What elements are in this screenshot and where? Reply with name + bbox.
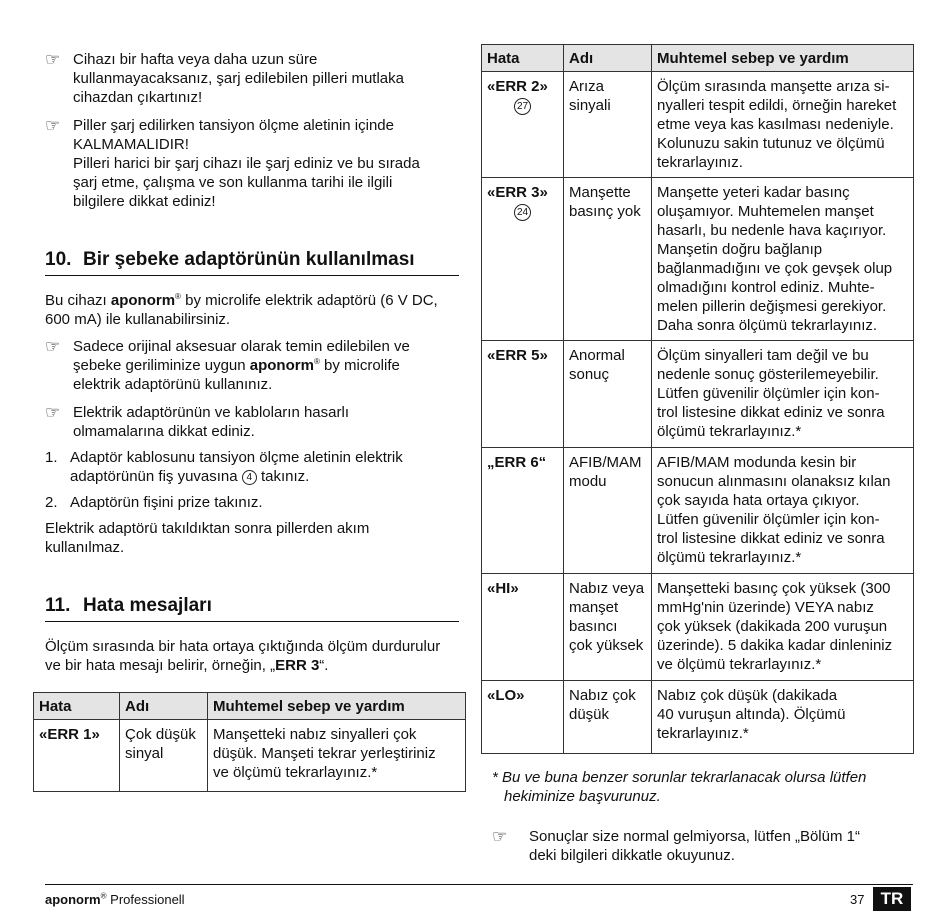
pointing-hand-icon: ☞ <box>45 50 61 69</box>
table-row: «ERR 3» 24 Manşette basınç yok Manşette yeteri kadar basınç oluşamıyor. Muhtemelen manşet hasarlı, bu nedenle hava kaçırıyor. Manşetin doğru bağlanıp bağlanmadığını ve çok gevşek olup olmadığını kontrol ediniz. Muhte- melen pillerin değişmesi gerekiyor. Daha sonra ölçümü tekrarlayınız. <box>482 178 914 341</box>
table-header-row: Hata Adı Muhtemel sebep ve yardım <box>482 45 914 72</box>
pointing-hand-icon: ☞ <box>45 116 61 135</box>
table-row: «LO» Nabız çok düşük Nabız çok düşük (dakikada 40 vuruşun altında). Ölçümü tekrarlayınız.* <box>482 681 914 754</box>
section-11-intro: Ölçüm sırasında bir hata ortaya çıktığında ölçüm durdurulur ve bir hata mesajı belirir, örneğin, „ERR 3“. <box>45 638 441 674</box>
page-number: 37 <box>850 892 865 907</box>
note-battery-removal: ☞ Cihazı bir hafta veya daha uzun süre kullanmayacaksanız, şarj edilebilen pilleri mutlaka cihazdan çıkartınız! <box>45 50 404 106</box>
error-table-left <box>33 692 466 792</box>
footer-brand: aponorm® Professionell <box>45 891 185 907</box>
error-table-right <box>481 44 914 754</box>
pointing-hand-icon: ☞ <box>45 403 61 422</box>
table-row: «ERR 5» Anormal sonuç Ölçüm sinyalleri tam değil ve bu nedenle sonuç gösterilemeyebilir. Lütfen güvenilir ölçümler için kon- trol listesine dikkat ediniz ve sonra ölçümü tekrarlayınız.* <box>482 341 914 448</box>
pointing-hand-icon: ☞ <box>492 827 508 846</box>
reference-number-badge: 27 <box>514 98 531 115</box>
reference-number-badge: 4 <box>242 470 257 485</box>
table-row: „ERR 6“ AFIB/MAM modu AFIB/MAM modunda kesin bir sonucun alınmasını olanaksız kılan çok sayıda hata ortaya çıkıyor. Lütfen güvenilir ölçümler için kon- trol listesine dikkat ediniz ve sonra ölçümü tekrarlayınız.* <box>482 448 914 574</box>
section-11-heading: 11. Hata mesajları <box>45 596 459 622</box>
footer-divider <box>45 884 913 885</box>
note-charging: ☞ Piller şarj edilirken tansiyon ölçme aletinin içinde KALMAMALIDIR! Pilleri harici bir şarj cihazı ile şarj ediniz ve bu sırada şarj etme, çalışma ve son kullanma tarihi ile ilgili bilgilere dikkat ediniz! <box>45 116 420 210</box>
step-2: 2. Adaptörün fişini prize takınız. <box>45 494 263 511</box>
note-section-1: ☞ Sonuçlar size normal gelmiyorsa, lütfen „Bölüm 1“ deki bilgileri dikkatle okuyunuz. <box>492 827 860 864</box>
reference-number-badge: 24 <box>514 204 531 221</box>
step-1: 1. Adaptör kablosunu tansiyon ölçme aletinin elektrik adaptörünün fiş yuvasına 4 takınız. <box>45 449 403 485</box>
note-adapter-damage: ☞ Elektrik adaptörünün ve kabloların hasarlı olmamalarına dikkat ediniz. <box>45 403 349 440</box>
section-10-closing: Elektrik adaptörü takıldıktan sonra pillerden akım kullanılmaz. <box>45 520 370 556</box>
language-badge: TR <box>873 887 911 911</box>
table-header-row: Hata Adı Muhtemel sebep ve yardım <box>34 693 466 720</box>
pointing-hand-icon: ☞ <box>45 337 61 356</box>
table-row: «HI» Nabız veya manşet basıncı çok yüksek Manşetteki basınç çok yüksek (300 mmHg'nin üzerinde) VEYA nabız çok yüksek (dakikada 200 vuruşun üzerinde). 5 dakika kadar dinleniniz ve ölçümü tekrarlayınız.* <box>482 574 914 681</box>
brand-name: aponorm <box>110 292 176 309</box>
note-original-adapter: ☞ Sadece orijinal aksesuar olarak temin edilebilen ve şebeke geriliminize uygun aponorm® by microlife elektrik adaptörünü kullanınız. <box>45 337 410 393</box>
table-row: «ERR 1» Çok düşük sinyal Manşetteki nabız sinyalleri çok düşük. Manşeti tekrar yerleştiriniz ve ölçümü tekrarlayınız.* <box>34 720 466 792</box>
footnote: * Bu ve buna benzer sorunlar tekrarlanacak olursa lütfen hekiminize başvurunuz. <box>492 769 867 805</box>
section-10-heading: 10. Bir şebeke adaptörünün kullanılması <box>45 250 459 276</box>
section-10-intro: Bu cihazı aponorm® by microlife elektrik adaptörü (6 V DC, 600 mA) ile kullanabilirsiniz. <box>45 292 438 328</box>
table-row: «ERR 2» 27 Arıza sinyali Ölçüm sırasında manşette arıza si- nyalleri tespit edildi, örneğin hareket etme veya kas kasılması nedeniyle. Kolunuzu sakin tutunuz ve ölçümü tekrarlayınız. <box>482 72 914 178</box>
